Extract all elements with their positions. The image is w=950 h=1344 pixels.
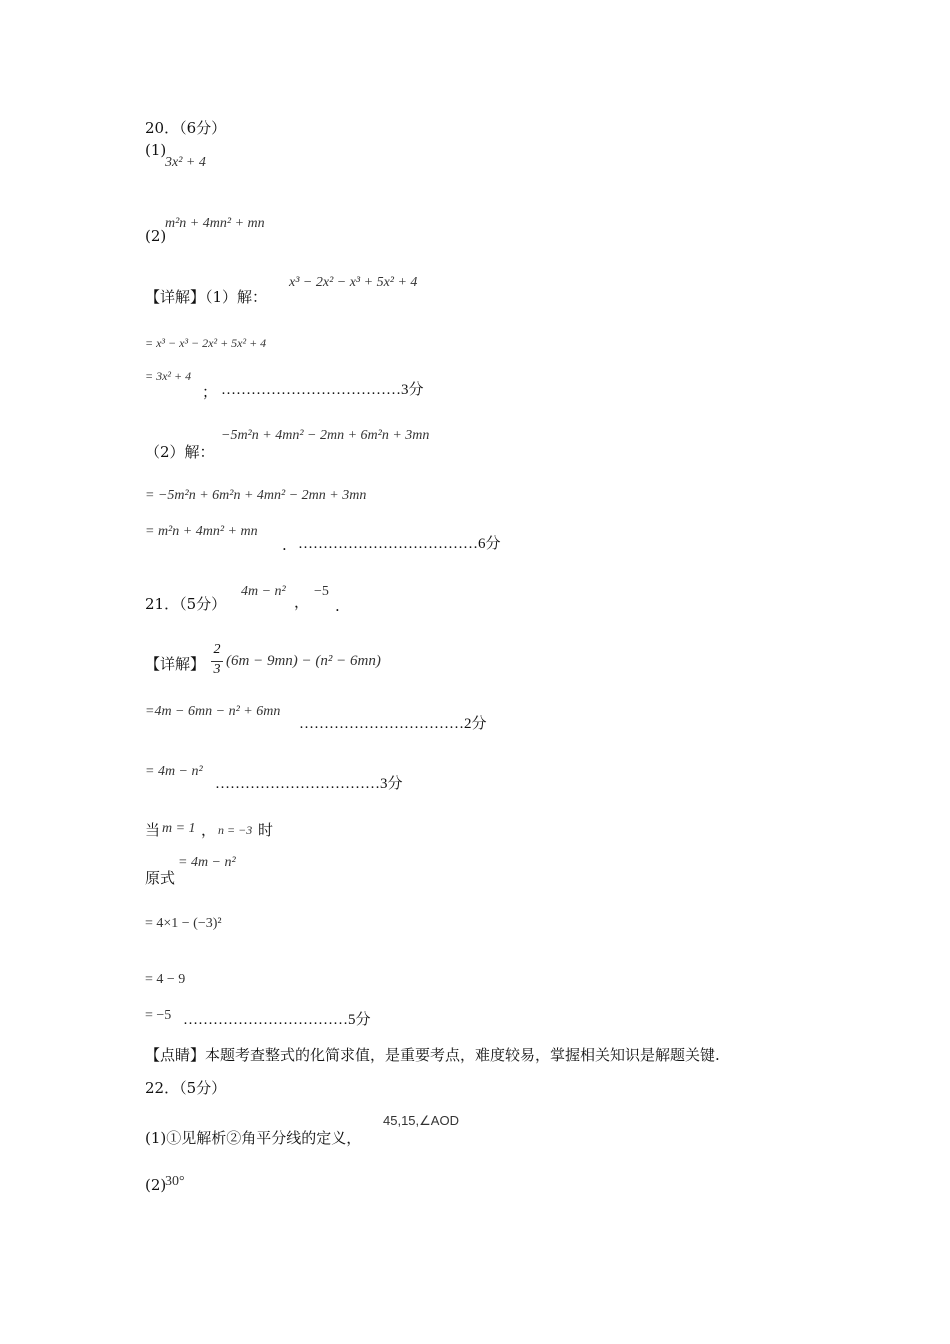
q20-step2-separator: . (282, 536, 287, 554)
q20-header: 20．（6分） (145, 119, 227, 137)
q21-when-m: m = 1 (162, 821, 196, 836)
q20-step2-line1: = −5m²n + 6m²n + 4mn² − 2mn + 3mn (145, 488, 367, 503)
q21-fraction-numerator: 2 (213, 642, 221, 657)
q22-part2-value: 30° (165, 1174, 185, 1189)
q21-header: 21．（5分） (145, 595, 227, 613)
q20-step2-line2: = m²n + 4mn² + mn (145, 524, 258, 539)
q20-detail-label: 【详解】（1）解： (145, 288, 268, 306)
q21-when-comma: ， (201, 821, 217, 839)
q21-comment: 【点睛】本题考查整式的化简求值，是重要考点，难度较易，掌握相关知识是解题关键. (145, 1046, 720, 1064)
q21-fraction-denominator: 3 (213, 662, 221, 677)
q21-answer-expression: 4m − n² (241, 584, 286, 599)
q21-original-expression: = 4m − n² (178, 855, 236, 870)
q20-step2-label: （2）解： (145, 443, 215, 461)
q21-calc-line3: = −5 (145, 1008, 172, 1023)
q21-calc-line1: = 4×1 − (−3)² (145, 916, 222, 931)
q20-part2-answer: m²n + 4mn² + mn (165, 216, 265, 231)
q20-step1-score: ………………………………3分 (221, 382, 424, 398)
q20-step2-score: ………………………………6分 (298, 536, 501, 552)
q20-step1-expression: x³ − 2x² − x³ + 5x² + 4 (289, 275, 418, 290)
q21-when-n: n = −3 (218, 823, 253, 837)
q20-step1-separator: ； (202, 383, 218, 401)
q21-answer-period: . (335, 597, 340, 615)
q22-part1-text: (1)①见解析②角平分线的定义， (145, 1129, 362, 1147)
q21-when-suffix: 时 (258, 821, 274, 839)
q21-step-line2-score: ……………………………3分 (215, 776, 403, 792)
q21-step-line2: = 4m − n² (145, 764, 203, 779)
q20-part2-label: (2) (145, 227, 167, 245)
q20-part1-label: (1) (145, 141, 167, 159)
q22-header: 22．（5分） (145, 1079, 227, 1097)
q21-detail-label: 【详解】 (145, 655, 206, 673)
q21-step-line1-score: ……………………………2分 (299, 716, 487, 732)
q21-fraction (211, 642, 223, 682)
q21-original-label: 原式 (145, 869, 176, 887)
q22-part2-label: (2) (145, 1176, 167, 1194)
q20-step1-line2: = 3x² + 4 (145, 369, 192, 383)
q21-answer-value: −5 (314, 584, 329, 599)
q21-calc-line2: = 4 − 9 (145, 972, 186, 987)
q21-detail-expression: (6m − 9mn) − (n² − 6mn) (226, 653, 381, 669)
q20-step1-line1: = x³ − x³ − 2x² + 5x² + 4 (145, 336, 267, 350)
q20-step2-expression: −5m²n + 4mn² − 2mn + 6m²n + 3mn (221, 428, 430, 443)
q21-calc-line3-score: ……………………………5分 (183, 1012, 371, 1028)
q21-step-line1: =4m − 6mn − n² + 6mn (145, 704, 281, 719)
q21-when-prefix: 当 (145, 821, 161, 839)
q22-part1-values: 45,15,∠AOD (383, 1113, 459, 1128)
q21-answer-comma: ， (294, 593, 310, 611)
q20-part1-answer: 3x² + 4 (165, 155, 206, 170)
